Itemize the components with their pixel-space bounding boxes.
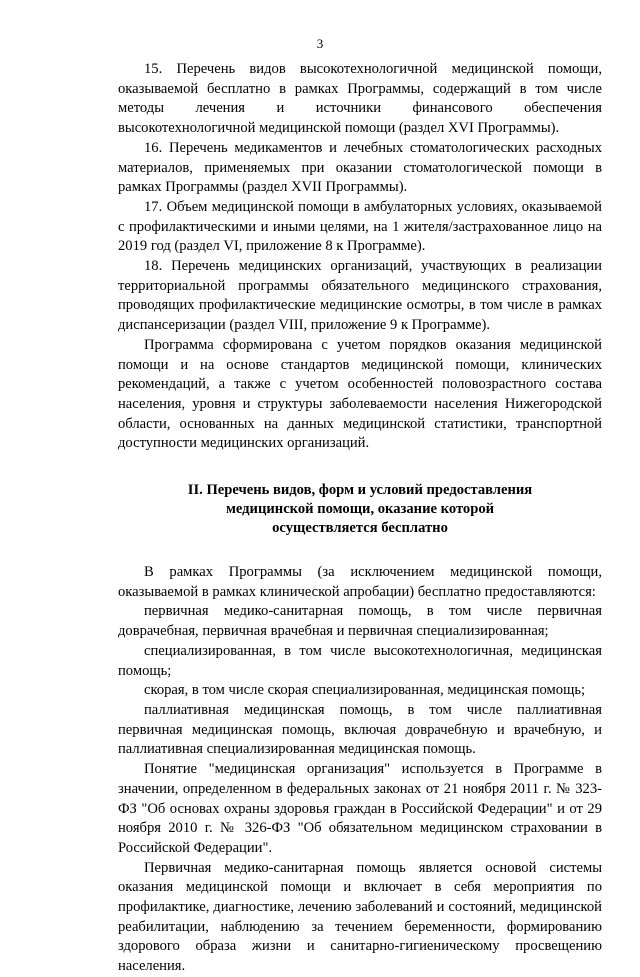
list-item: 18. Перечень медицинских организаций, участвующих в реализации территориальной программы обязательного медицинского страхования, проводящих профилактические медицинские осмотры, в том числе в рамках диспансеризации (раздел VIII, приложение 9 к Программе). — [118, 258, 602, 334]
section-paragraph: В рамках Программы (за исключением медицинской помощи, оказываемой в рамках клинической апробации) бесплатно предоставляются: — [118, 564, 602, 600]
section-heading-line: медицинской помощи, оказание которой — [225, 501, 495, 518]
section-paragraph: первичная медико-санитарная помощь, в том числе первичная доврачебная, первичная врачебная и первичная специализированная; — [118, 603, 602, 640]
intro-closing-paragraph: Программа сформирована с учетом порядков оказания медицинской помощи и на основе стандартов медицинской помощи, клинических рекомендаций, а также с учетом особенностей половозрастного состава населения, уровня и структуры заболеваемости населения Нижегородской области, основанных на данных медицинской статистики, транспортной доступности медицинских организаций. — [118, 336, 602, 452]
section-heading-line: осуществляется бесплатно — [272, 520, 448, 537]
section-paragraph: Первичная медико-санитарная помощь является основой системы оказания медицинской помощи и включает в себя мероприятия по профилактике, диагностике, лечению заболеваний и состояний, медицинской реабилитации, наблюдению за течением беременности, формированию здорового образа жизни и санитарно-гигиеническому просвещению населения. — [118, 859, 602, 975]
section-paragraph: паллиативная медицинская помощь, в том числе паллиативная первичная медицинская помощь, включая доврачебную и врачебную, и паллиативная специализированная медицинская помощь. — [118, 701, 602, 758]
section-paragraph: Понятие "медицинская организация" используется в Программе в значении, определенном в федеральных законах от 21 ноября 2011 г. № 323-ФЗ "Об основах охраны здоровья граждан в Российской Федерации" и от 29 ноября 2010 г. № 326-ФЗ "Об обязательном медицинском страховании в Российской Федерации". — [118, 761, 602, 856]
spacer — [118, 538, 602, 563]
section-heading — [118, 481, 602, 538]
document-body — [118, 60, 602, 977]
list-item: 16. Перечень медикаментов и лечебных стоматологических расходных материалов, применяемых при оказании стоматологической помощи в рамках Программы (раздел XVII Программы). — [118, 139, 602, 196]
page-number: 3 — [316, 36, 324, 51]
section-heading-line: II. Перечень видов, форм и условий предоставления — [187, 482, 533, 499]
section-paragraph: скорая, в том числе скорая специализированная, медицинская помощь; — [144, 682, 586, 699]
list-item: 17. Объем медицинской помощи в амбулаторных условиях, оказываемой с профилактическими и иными целями, на 1 жителя/застрахованное лицо на 2019 год (раздел VI, приложение 8 к Программе). — [118, 198, 602, 255]
section-paragraph: специализированная, в том числе высокотехнологичная, медицинская помощь; — [118, 642, 602, 679]
list-item: 15. Перечень видов высокотехнологичной медицинской помощи, оказываемой бесплатно в рамках Программы, содержащий в том числе методы лечения и источники финансового обеспечения высокотехнологичной медицинской помощи (раздел XVI Программы). — [118, 61, 602, 137]
